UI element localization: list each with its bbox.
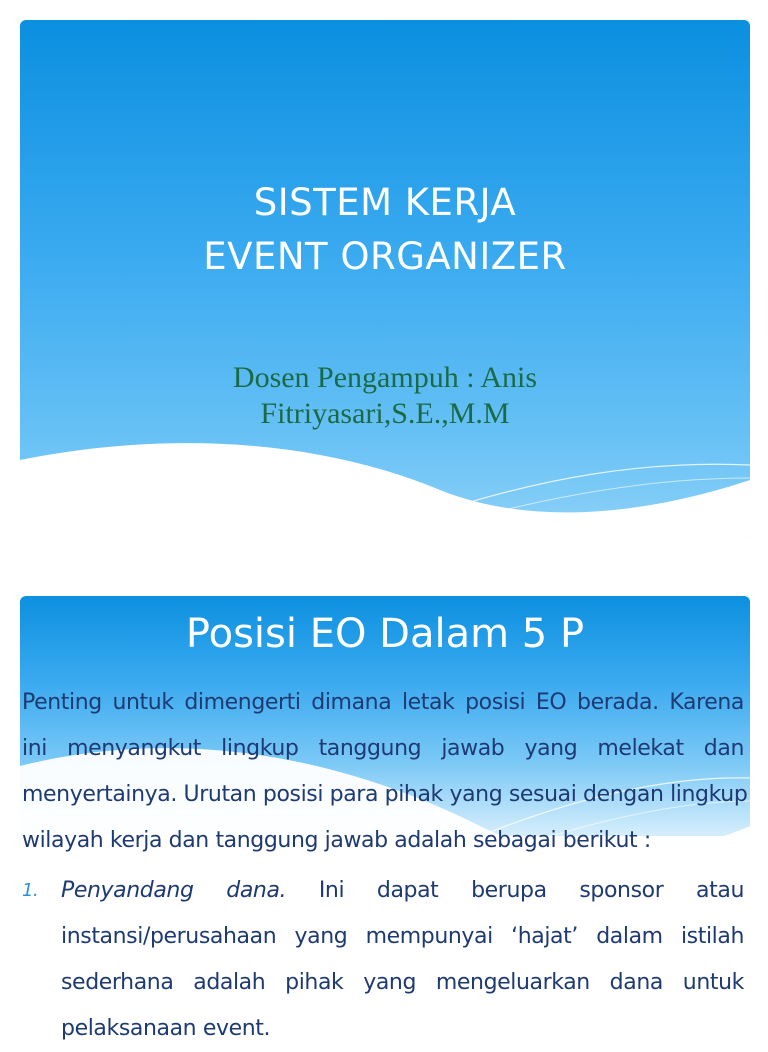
- list-number: 1.: [22, 880, 39, 901]
- paragraph-line: wilayah kerja dan tanggung jawab adalah sebagai berikut :: [22, 828, 651, 853]
- paragraph-line: ini menyangkut lingkup tanggung jawab yang melekat dan: [22, 736, 744, 761]
- subtitle-line-1: Dosen Pengampuh : Anis: [232, 361, 538, 394]
- slide-subtitle: [20, 360, 750, 432]
- list-item-line: instansi/perusahaan yang mempunyai ‘hajat’ dalam istilah: [61, 924, 744, 949]
- list-item-term: Penyandang dana.: [61, 878, 287, 903]
- slide-title: Posisi EO Dalam 5 P: [185, 611, 585, 657]
- numbered-list: [22, 868, 744, 1052]
- intro-paragraph: [22, 680, 748, 864]
- list-item-line: pelaksanaan event.: [61, 1016, 271, 1041]
- list-item-text: Ini dapat berupa sponsor atau: [286, 878, 744, 903]
- slide-title-line-2: EVENT ORGANIZER: [203, 235, 567, 278]
- paragraph-line: Penting untuk dimengerti dimana letak posisi EO berada. Karena: [22, 690, 744, 715]
- list-item-line: sederhana adalah pihak yang mengeluarkan dana untuk: [61, 970, 744, 995]
- wave-decoration: [20, 420, 750, 540]
- subtitle-line-2: Fitriyasari,S.E.,M.M: [260, 397, 510, 430]
- slide-title-line-1: SISTEM KERJA: [253, 181, 517, 224]
- title-slide: [20, 20, 750, 540]
- slide-title: [20, 176, 750, 284]
- paragraph-line: menyertainya. Urutan posisi para pihak yang sesuai dengan lingkup: [22, 782, 748, 807]
- list-item: [22, 868, 744, 1052]
- list-item-line: [61, 868, 744, 914]
